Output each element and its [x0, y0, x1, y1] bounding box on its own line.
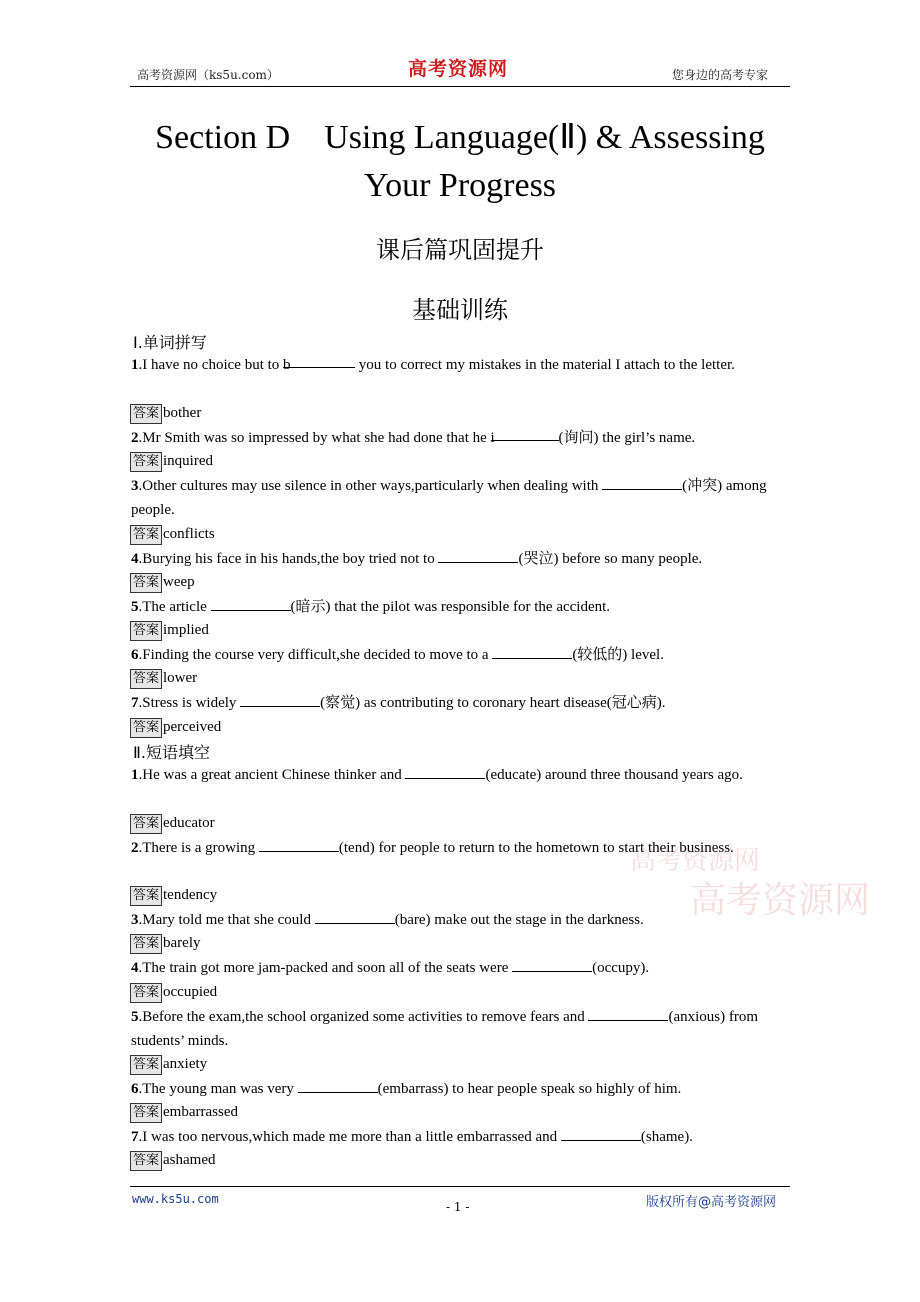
question-2-4: 4.The train got more jam-packed and soon all of the seats were (occupy).	[131, 956, 781, 980]
page-title-line1: Section D Using Language(Ⅱ) & Assessing	[155, 119, 765, 156]
question-2-6: 6.The young man was very (embarrass) to hear people speak so highly of him.	[131, 1077, 781, 1101]
question-2-1: 1.He was a great ancient Chinese thinker and (educate) around three thousand years ago.	[131, 763, 781, 787]
question-1-1: 1.I have no choice but to b you to correct my mistakes in the material I attach to the letter.	[131, 353, 781, 377]
answer-2-6: 答案 embarrassed	[130, 1101, 238, 1123]
answer-1-3: 答案 conflicts	[130, 523, 215, 545]
page-title-line2: Your Progress	[363, 167, 557, 204]
header-right-text: 您身边的高考专家	[672, 68, 769, 82]
question-1-4: 4.Burying his face in his hands,the boy tried not to (哭泣) before so many people.	[131, 547, 781, 571]
question-2-5: 5.Before the exam,the school organized some activities to remove fears and (anxious) from students’ minds.	[131, 1005, 781, 1053]
answer-badge: 答案	[130, 669, 162, 689]
answer-badge: 答案	[130, 452, 162, 472]
answer-1-1: 答案 bother	[130, 402, 201, 424]
footer-rule	[130, 1186, 790, 1187]
answer-badge: 答案	[130, 983, 162, 1003]
header-logo: 高考资源网	[408, 58, 509, 80]
answer-1-2: 答案 inquired	[130, 450, 213, 472]
header-left-text: 高考资源网（ks5u.com）	[137, 68, 279, 82]
answer-1-4: 答案 weep	[130, 571, 195, 593]
watermark-small: 高考资源网	[630, 846, 761, 876]
question-2-7: 7.I was too nervous,which made me more than a little embarrassed and (shame).	[131, 1125, 781, 1149]
question-1-5: 5.The article (暗示) that the pilot was responsible for the accident.	[131, 595, 781, 619]
answer-1-6: 答案 lower	[130, 667, 197, 689]
answer-2-1: 答案 educator	[130, 812, 215, 834]
answer-1-5: 答案 implied	[130, 619, 209, 641]
answer-2-2: 答案 tendency	[130, 884, 217, 906]
answer-badge: 答案	[130, 404, 162, 424]
part1-heading: Ⅰ.单词拼写	[133, 333, 207, 352]
page-number: - 1 -	[446, 1200, 470, 1214]
answer-badge: 答案	[130, 573, 162, 593]
watermark-large: 高考资源网	[690, 880, 871, 921]
question-1-3: 3.Other cultures may use silence in other ways,particularly when dealing with (冲突) among people.	[131, 474, 781, 522]
answer-badge: 答案	[130, 886, 162, 906]
footer-copyright: 版权所有@高考资源网	[646, 1195, 777, 1210]
answer-badge: 答案	[130, 934, 162, 954]
question-1-6: 6.Finding the course very difficult,she decided to move to a (较低的) level.	[131, 643, 781, 667]
answer-badge: 答案	[130, 814, 162, 834]
question-2-3: 3.Mary told me that she could (bare) make out the stage in the darkness.	[131, 908, 781, 932]
section-title: 基础训练	[412, 296, 508, 324]
answer-2-3: 答案 barely	[130, 932, 201, 954]
answer-badge: 答案	[130, 1103, 162, 1123]
answer-badge: 答案	[130, 718, 162, 738]
question-1-7: 7.Stress is widely (察觉) as contributing to coronary heart disease(冠心病).	[131, 691, 781, 715]
answer-badge: 答案	[130, 1151, 162, 1171]
answer-1-7: 答案 perceived	[130, 716, 221, 738]
answer-2-4: 答案 occupied	[130, 981, 217, 1003]
answer-badge: 答案	[130, 621, 162, 641]
part2-heading: Ⅱ.短语填空	[133, 743, 210, 762]
question-2-2: 2.There is a growing (tend) for people to return to the hometown to start their business.	[131, 836, 781, 860]
answer-2-7: 答案 ashamed	[130, 1149, 216, 1171]
question-1-2: 2.Mr Smith was so impressed by what she had done that he i (询问) the girl’s name.	[131, 426, 781, 450]
page-subtitle: 课后篇巩固提升	[376, 236, 544, 264]
footer-link[interactable]: www.ks5u.com	[132, 1192, 219, 1206]
answer-2-5: 答案 anxiety	[130, 1053, 207, 1075]
answer-badge: 答案	[130, 525, 162, 545]
header-rule	[130, 86, 790, 87]
answer-badge: 答案	[130, 1055, 162, 1075]
